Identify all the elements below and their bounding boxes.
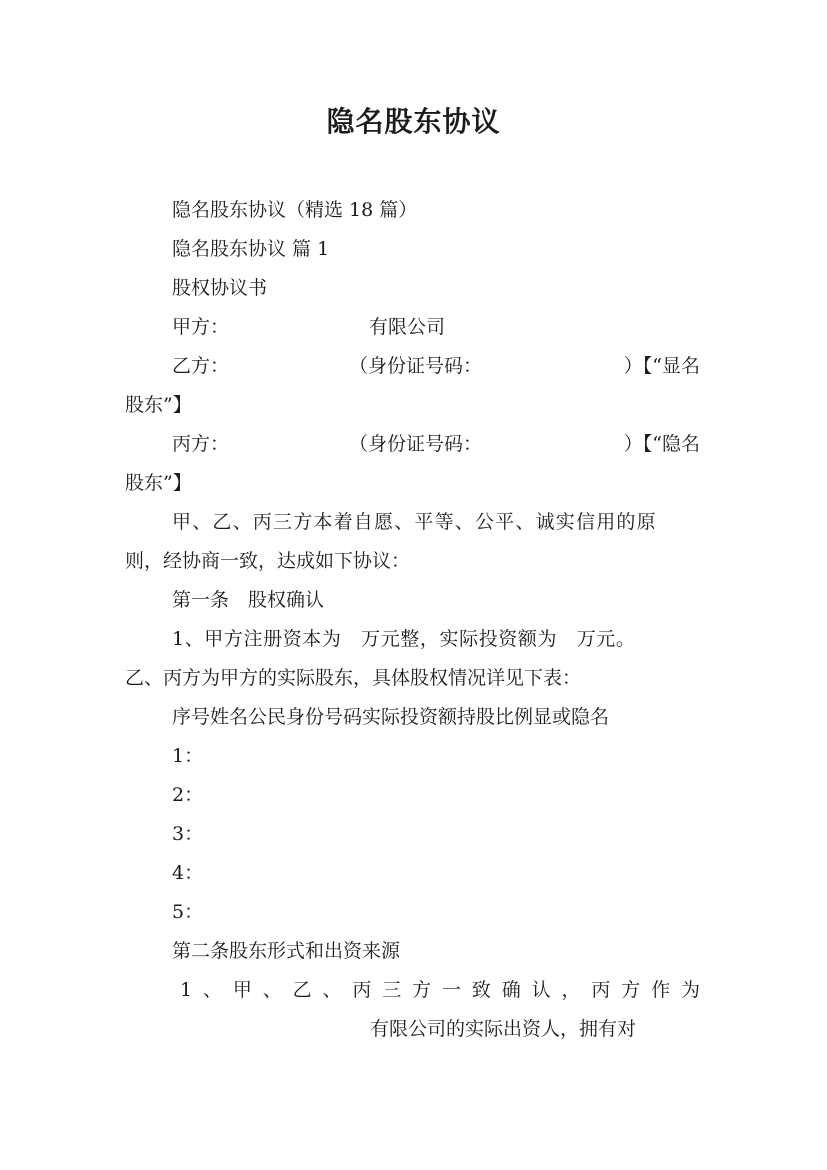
intro-line-1: 甲、乙、丙三方本着自愿、平等、公平、诚实信用的原	[172, 511, 657, 533]
article-1-title: 第一条 股权确认	[172, 589, 325, 611]
char: 丙	[591, 979, 611, 1001]
party-b-label: 乙方：	[172, 355, 230, 377]
article-1-para-line-2: 乙、丙方为甲方的实际股东，具体股权情况详见下表：	[125, 667, 582, 689]
party-a-company: 有限公司	[369, 316, 446, 338]
party-c-id: （身份证号码：	[349, 433, 483, 455]
document-title: 隐名股东协议	[326, 105, 501, 138]
char: 、	[322, 979, 342, 1001]
article-2-line-1	[180, 978, 700, 1002]
char: 方	[412, 979, 432, 1001]
party-c-role-open: ）【“隐名	[623, 433, 700, 455]
party-b-role-close: 股东”】	[125, 394, 192, 416]
article-2-title: 第二条股东形式和出资来源	[172, 940, 401, 962]
intro-line-2: 则，经协商一致，达成如下协议：	[125, 550, 411, 572]
char: 方	[621, 979, 641, 1001]
party-b-line	[172, 354, 700, 378]
party-c-label: 丙方：	[172, 433, 230, 455]
char: 为	[680, 979, 700, 1001]
party-c-line	[172, 432, 700, 456]
agreement-heading: 股权协议书	[172, 277, 268, 299]
char: 甲	[232, 979, 252, 1001]
table-row: 4：	[172, 862, 204, 884]
char: 一	[441, 979, 461, 1001]
subtitle: 隐名股东协议（精选 18 篇）	[172, 199, 418, 221]
table-row: 5：	[172, 901, 204, 923]
char: 1	[180, 979, 193, 1001]
party-b-role-open: ）【“显名	[623, 355, 700, 377]
table-header: 序号姓名公民身份号码实际投资额持股比例显或隐名	[172, 706, 610, 728]
table-row: 2：	[172, 784, 204, 806]
char: 丙	[352, 979, 372, 1001]
char: 作	[651, 979, 671, 1001]
char: 三	[382, 979, 402, 1001]
table-row: 3：	[172, 823, 204, 845]
party-b-id: （身份证号码：	[349, 355, 483, 377]
party-c-role-close: 股东”】	[125, 472, 192, 494]
char: ，	[561, 979, 581, 1001]
char: 、	[202, 979, 222, 1001]
char: 认	[531, 979, 551, 1001]
char: 、	[262, 979, 282, 1001]
article-2-line-2: 有限公司的实际出资人，拥有对	[370, 1018, 637, 1040]
char: 致	[471, 979, 491, 1001]
table-row: 1：	[172, 745, 204, 767]
party-a-line	[172, 315, 445, 339]
char: 确	[501, 979, 521, 1001]
article-1-para-line-1: 1、甲方注册资本为 万元整，实际投资额为 万元。	[172, 628, 636, 650]
part-label: 隐名股东协议 篇 1	[172, 238, 330, 260]
char: 乙	[292, 979, 312, 1001]
party-a-label: 甲方：	[172, 316, 230, 338]
